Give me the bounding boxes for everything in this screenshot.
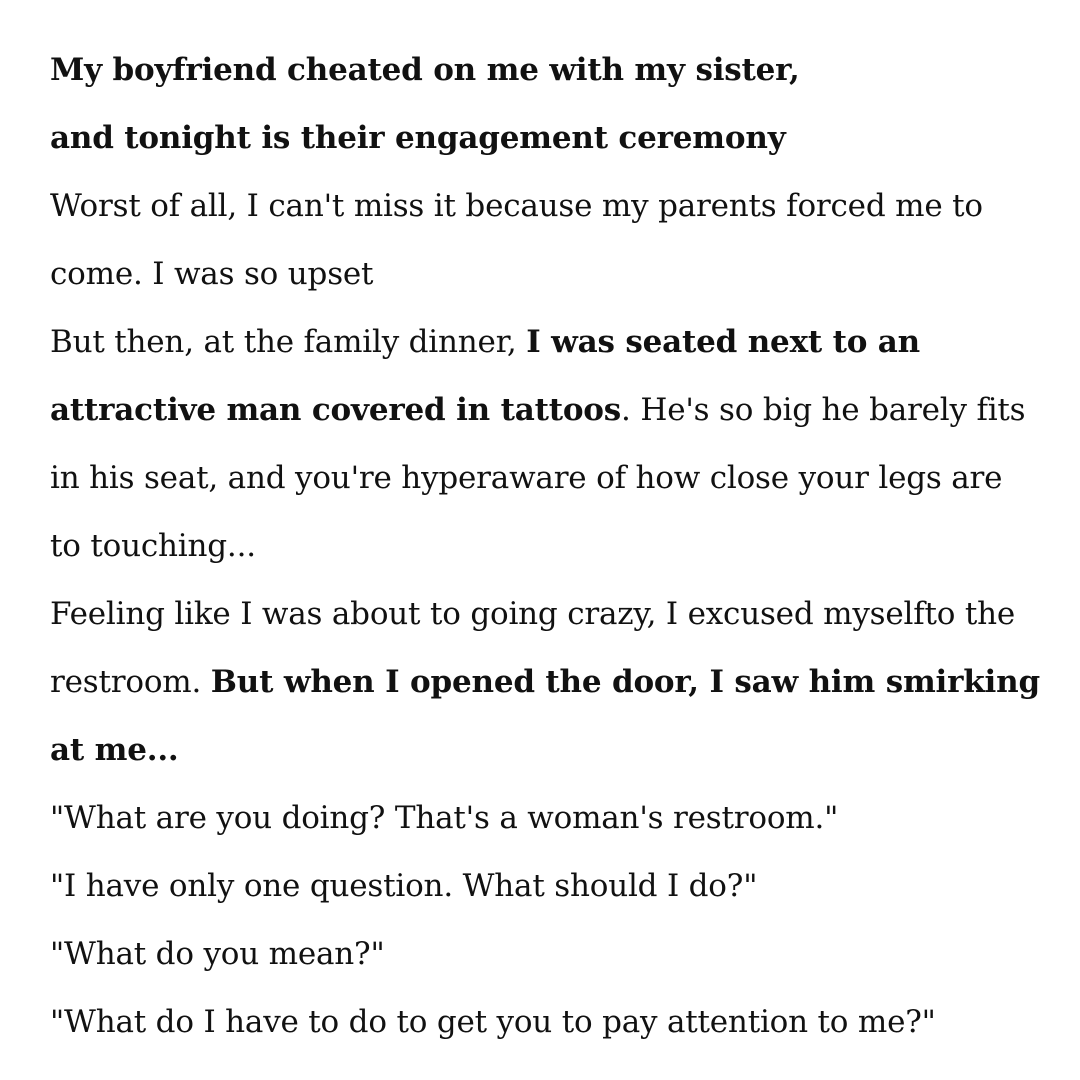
- story-text: [50, 36, 1040, 1056]
- dialogue-line-3: "What do you mean?": [50, 936, 385, 972]
- paragraph-2-end: . He's so big he barely fits in his seat, and you're hyperaware of how close your legs are to touching...: [50, 392, 1026, 564]
- paragraph-3-bold: But when I opened the door, I saw him smirking at me...: [50, 664, 1040, 768]
- dialogue-line-1: "What are you doing? That's a woman's restroom.": [50, 800, 839, 836]
- paragraph-2-start: But then, at the family dinner,: [50, 324, 527, 360]
- paragraph-3-start: Feeling like I was about to going crazy, I excused myselfto the restroom.: [50, 596, 1016, 700]
- dialogue-line-4: "What do I have to do to get you to pay attention to me?": [50, 1004, 936, 1040]
- paragraph-2: [50, 308, 1040, 580]
- heading-line-2: and tonight is their engagement ceremony: [50, 120, 786, 156]
- paragraph-1: Worst of all, I can't miss it because my parents forced me to come. I was so upset: [50, 188, 983, 292]
- paragraph-3: [50, 580, 1040, 784]
- dialogue-line-2: "I have only one question. What should I do?": [50, 868, 758, 904]
- paragraph-2-bold: I was seated next to an attractive man covered in tattoos: [50, 324, 920, 428]
- heading-line-1: My boyfriend cheated on me with my sister,: [50, 52, 800, 88]
